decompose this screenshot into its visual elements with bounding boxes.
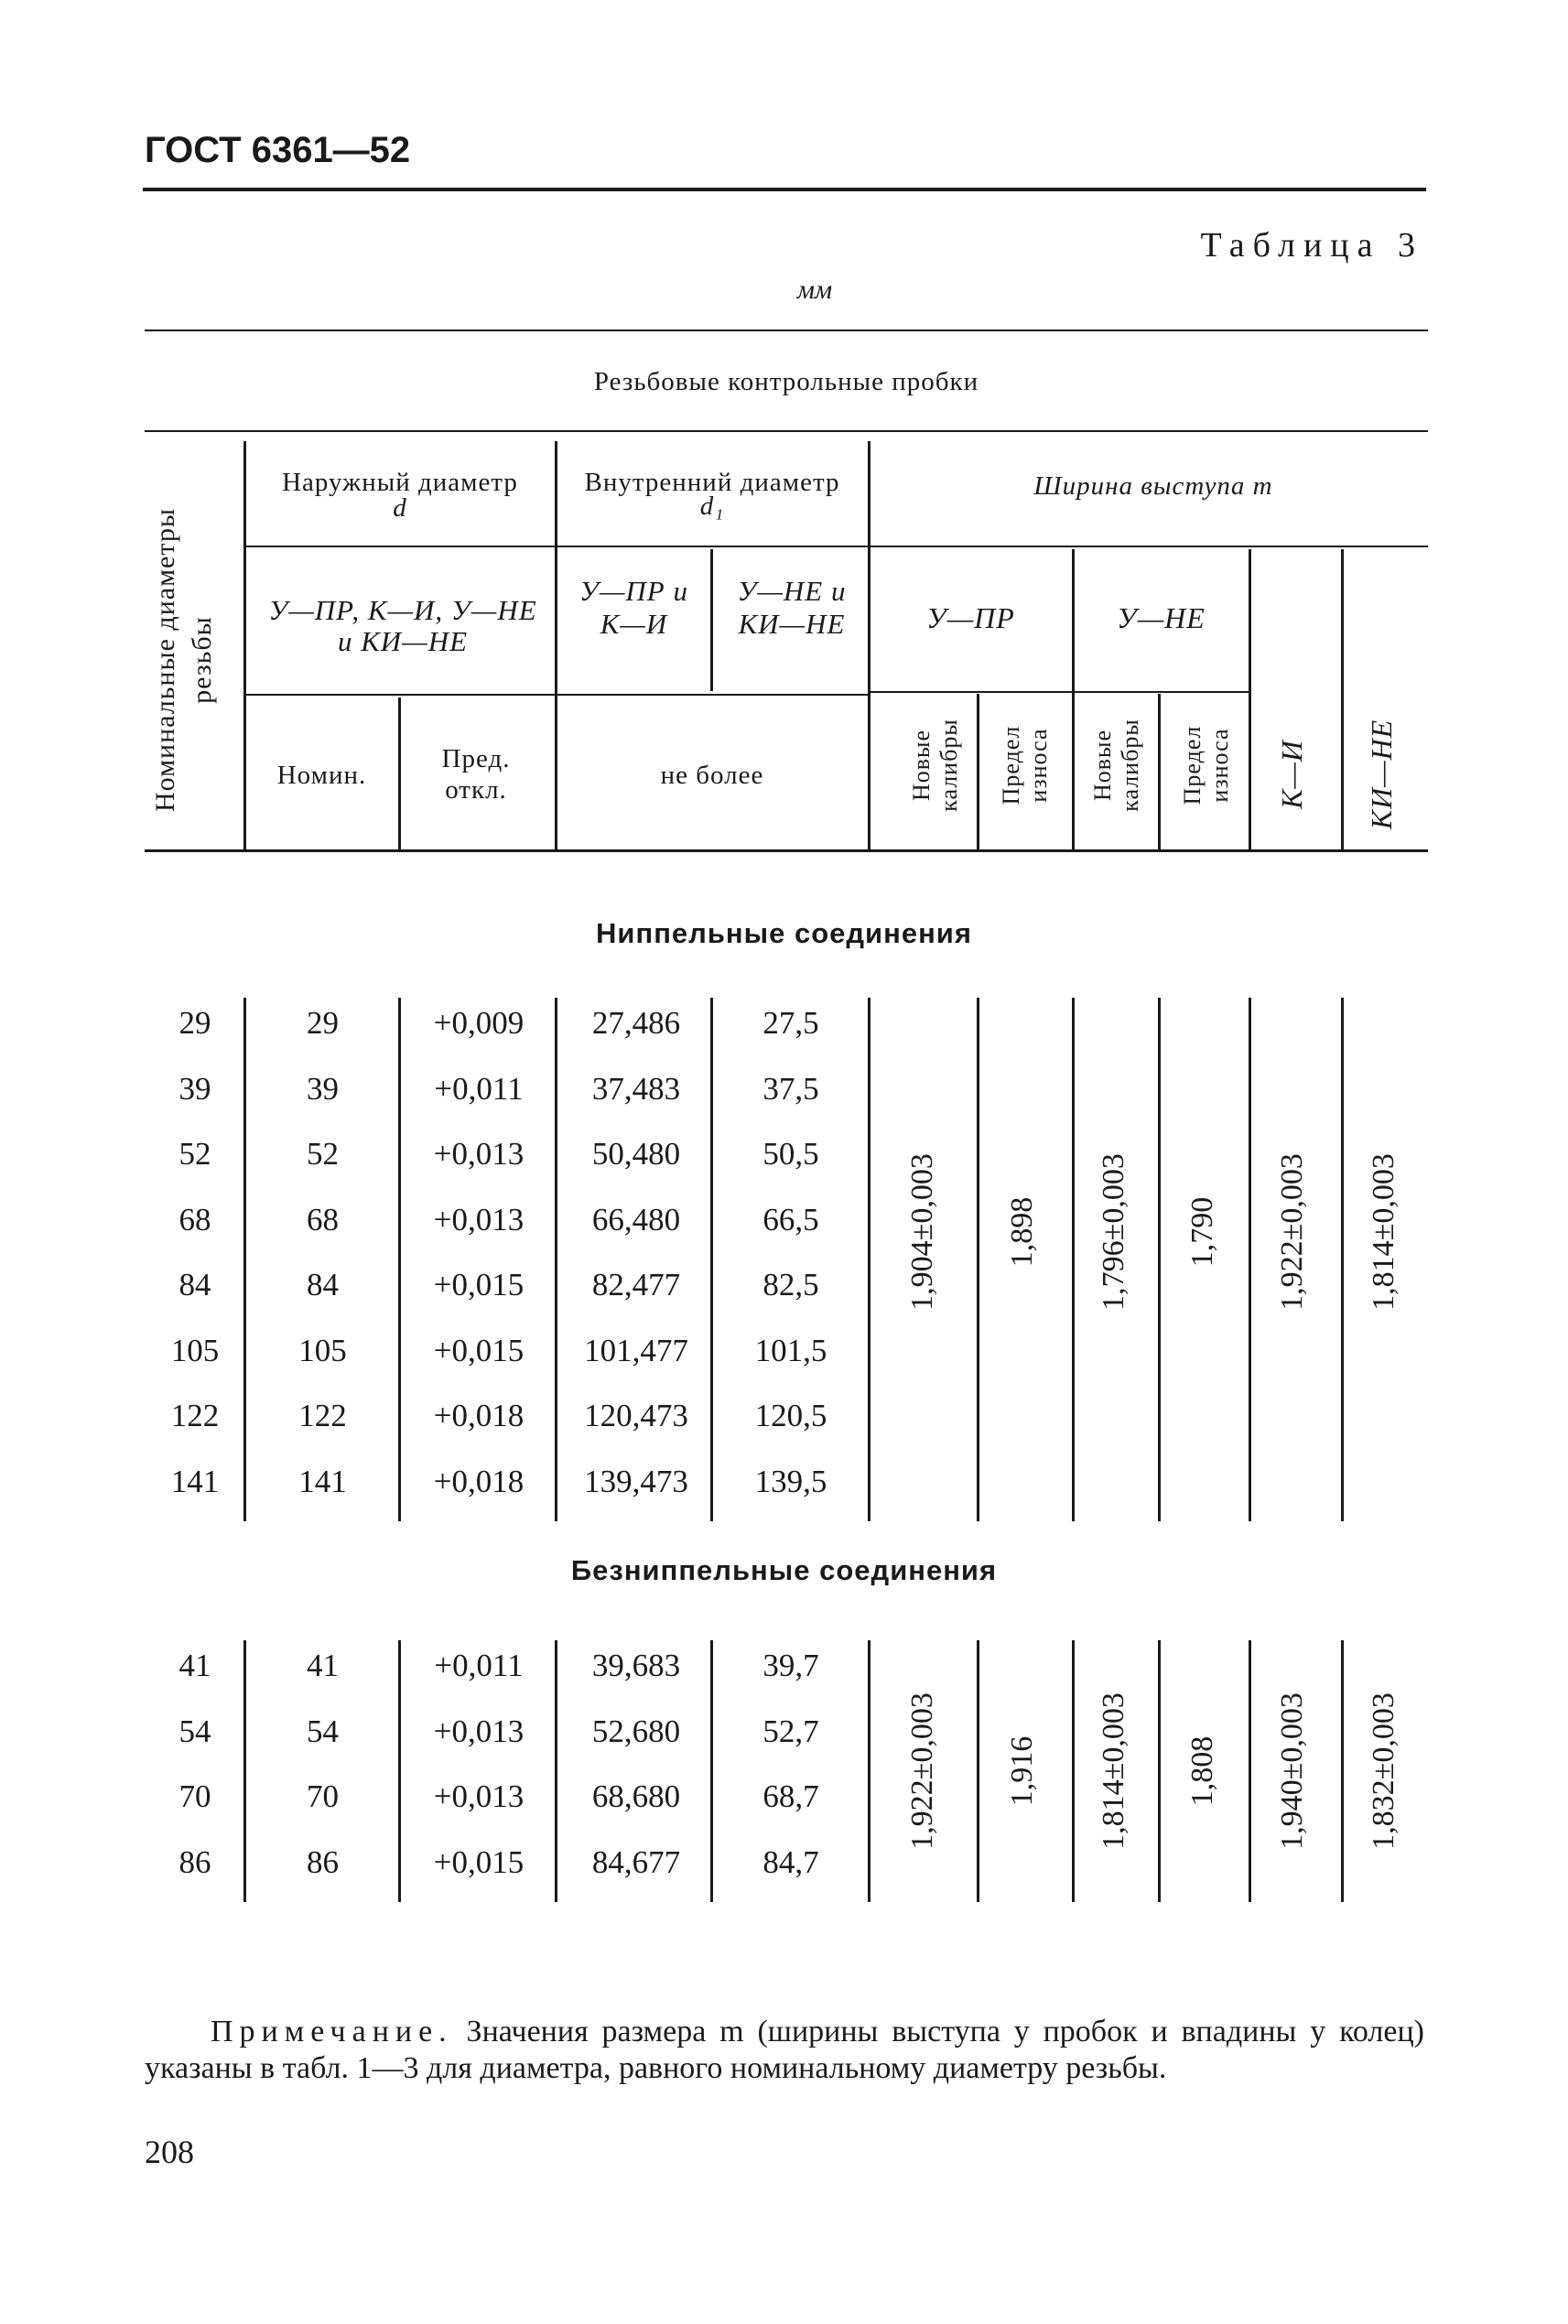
table-cell: 139,473 — [584, 1463, 688, 1499]
table-cell: 29 — [307, 1005, 339, 1041]
column-rule — [1158, 1640, 1161, 1902]
table-cell: 39,683 — [591, 1648, 681, 1683]
column-rule — [1158, 998, 1161, 1521]
group-title: Резьбовые контрольные пробки — [593, 367, 979, 396]
table-cell: 122 — [170, 1398, 220, 1433]
table-cell: 54 — [307, 1713, 339, 1749]
table-cell: 68 — [307, 1201, 339, 1238]
table-cell: +0,013 — [433, 1201, 524, 1238]
table-cell: 39,7 — [762, 1648, 819, 1683]
table-cell: +0,018 — [433, 1463, 524, 1499]
table-cell: 27,5 — [762, 1005, 819, 1041]
table-cell: 68 — [178, 1201, 211, 1238]
table-cell: 120,473 — [584, 1398, 688, 1433]
table-cell: 68,7 — [762, 1778, 819, 1814]
column-rule — [868, 998, 871, 1521]
section-title-nippleless: Безниппельные соединения — [570, 1554, 998, 1586]
col-une-new: Новые калибры — [1089, 719, 1143, 812]
width-value: 1,790 — [1185, 1196, 1219, 1268]
table-cell: 41 — [307, 1648, 339, 1683]
footnote — [145, 2014, 1424, 2087]
col-inner-symbol: d₁ — [699, 492, 725, 521]
table-cell: 70 — [307, 1778, 339, 1814]
width-value: 1,832±0,003 — [1367, 1692, 1400, 1850]
col-inner-header: Внутренний диаметр — [584, 468, 840, 497]
col-une-wear: Предел износа — [1179, 725, 1233, 805]
table-cell: 54 — [178, 1713, 211, 1749]
table-cell: 39 — [307, 1070, 339, 1107]
table-cell: 84 — [178, 1267, 211, 1303]
table-cell: 84 — [307, 1267, 339, 1303]
table-cell: 141 — [298, 1463, 347, 1499]
table-cell: 70 — [178, 1778, 211, 1814]
column-rule — [1072, 998, 1075, 1521]
column-rule — [1249, 998, 1251, 1521]
width-value: 1,808 — [1185, 1735, 1219, 1807]
table-cell: +0,013 — [433, 1713, 524, 1749]
table-cell: +0,015 — [433, 1843, 524, 1880]
table-cell: 52,680 — [591, 1713, 681, 1749]
width-value: 1,916 — [1005, 1735, 1039, 1807]
table-cell: 39 — [178, 1070, 211, 1107]
table-cell: 29 — [178, 1005, 211, 1041]
footnote-lead: Примечание. — [211, 2015, 453, 2048]
footnote-text: Значения размера m (ширины выступа у пробок и впадины у колец) указаны в табл. 1—3 для диаметра, равного номинальному диаметру резьбы. — [145, 2015, 1424, 2085]
width-value: 1,814±0,003 — [1097, 1692, 1130, 1850]
column-rule — [977, 1640, 979, 1902]
col-width-header: Ширина выступа m — [1033, 471, 1273, 501]
table-cell: 84,677 — [591, 1843, 681, 1880]
table-cell: 139,5 — [754, 1463, 827, 1499]
table-label: Таблица 3 — [1200, 226, 1423, 265]
table-cell: +0,011 — [434, 1070, 524, 1107]
table-cell: 105 — [298, 1332, 347, 1368]
column-rule — [868, 1640, 871, 1902]
header-rule — [143, 188, 1426, 191]
table-cell: 52 — [178, 1136, 211, 1172]
table-cell: 68,680 — [591, 1778, 681, 1814]
standard-title: ГОСТ 6361—52 — [145, 130, 411, 170]
table-cell: +0,015 — [433, 1332, 524, 1368]
table-cell: 105 — [170, 1332, 220, 1368]
column-rule — [1072, 1640, 1075, 1902]
table-cell: +0,013 — [433, 1778, 524, 1814]
table-cell: 82,5 — [762, 1267, 819, 1303]
col-inner-sub-une: У—НЕ и КИ—НЕ — [737, 575, 847, 640]
col-upr-new: Новые калибры — [908, 719, 962, 812]
table-cell: 66,480 — [591, 1201, 681, 1238]
column-rule — [1341, 1640, 1344, 1902]
table-cell: +0,009 — [433, 1005, 524, 1041]
table-cell: 141 — [170, 1463, 220, 1499]
table-cell: +0,015 — [433, 1267, 524, 1303]
col-upr-wear: Предел износа — [998, 725, 1052, 805]
col-upr-header: У—ПР — [926, 601, 1015, 634]
table-cell: 66,5 — [762, 1201, 819, 1238]
col-une-header: У—НЕ — [1117, 601, 1206, 634]
column-rule — [1341, 998, 1344, 1521]
table-cell: 86 — [307, 1843, 339, 1880]
column-rule — [243, 1640, 246, 1902]
column-rule — [1249, 1640, 1251, 1902]
table-cell: 50,480 — [591, 1136, 681, 1172]
width-value: 1,904±0,003 — [905, 1153, 939, 1311]
width-value: 1,940±0,003 — [1275, 1692, 1309, 1850]
col-ki: К—И — [1275, 740, 1308, 809]
width-value: 1,922±0,003 — [905, 1692, 939, 1850]
col-outer-subheader: У—ПР, К—И, У—НЕ и КИ—НЕ — [268, 594, 537, 657]
table-cell: +0,013 — [433, 1136, 524, 1172]
units-label: мм — [796, 275, 833, 305]
table-cell: 120,5 — [754, 1398, 827, 1433]
table-cell: 41 — [178, 1648, 211, 1683]
table-cell: 86 — [178, 1843, 211, 1880]
table-cell: 101,5 — [754, 1332, 827, 1368]
col-outer-dev: Пред. откл. — [441, 744, 511, 805]
column-rule — [977, 998, 979, 1521]
table-cell: 82,477 — [591, 1267, 681, 1303]
table-cell: 84,7 — [762, 1843, 819, 1880]
width-value: 1,814±0,003 — [1367, 1153, 1400, 1311]
table-cell: 50,5 — [762, 1136, 819, 1172]
table-cell: 52,7 — [762, 1713, 819, 1749]
column-rule — [243, 998, 246, 1521]
col-outer-header: Наружный диаметр — [282, 468, 518, 497]
table-cell: 37,5 — [762, 1070, 819, 1107]
col-outer-nom: Номин. — [276, 761, 367, 790]
table-cell: 101,477 — [584, 1332, 688, 1368]
table-cell: 37,483 — [591, 1070, 681, 1107]
table-cell: 27,486 — [591, 1005, 681, 1041]
col-inner-sub-upr: У—ПР и К—И — [579, 575, 688, 640]
table-cell: +0,018 — [433, 1398, 524, 1433]
width-value: 1,898 — [1005, 1196, 1039, 1268]
page-number: 208 — [145, 2134, 194, 2170]
table-cell: 122 — [298, 1398, 347, 1433]
table-cell: 52 — [307, 1136, 339, 1172]
section-title-nipple: Ниппельные соединения — [596, 917, 972, 949]
col-nominal-header: Номинальные диаметры резьбы — [150, 508, 217, 813]
col-inner-note: не более — [660, 761, 764, 790]
width-value: 1,922±0,003 — [1275, 1153, 1309, 1311]
table-cell: +0,011 — [434, 1648, 524, 1683]
col-outer-symbol: d — [393, 493, 407, 523]
col-kine: КИ—НЕ — [1365, 719, 1398, 830]
width-value: 1,796±0,003 — [1097, 1153, 1130, 1311]
